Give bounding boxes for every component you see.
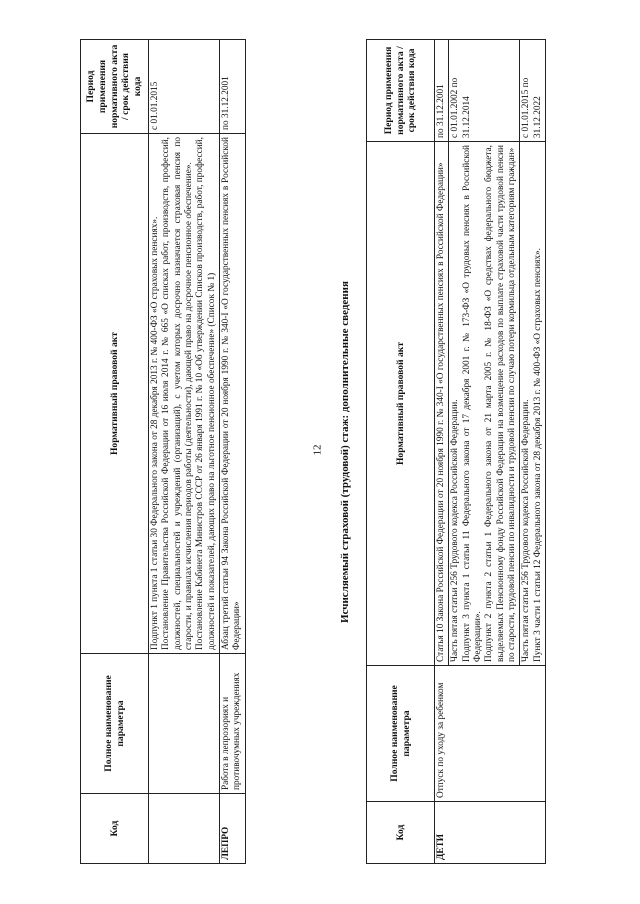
row-period: по 31.12.2001 — [219, 40, 245, 134]
row-period: с 01.01.2015 по 31.12.2022 — [520, 40, 546, 142]
table-row — [435, 40, 449, 864]
table-row — [149, 40, 220, 864]
header-period: Период применения нормативного акта / срок действия кода — [81, 40, 149, 134]
act-text: Подпункт 3 пункта 1 статьи 11 Федерального закона от 17 декабря 2001 г. № 173-ФЗ «О трудовых пенсиях в Российской Федерации». — [461, 145, 483, 662]
table-1-header — [81, 40, 149, 864]
act-text: Пункт 3 части 1 статьи 12 Федерального закона от 28 декабря 2013 г. № 400-ФЗ «О страховых пенсиях». — [532, 248, 543, 662]
row-acts — [435, 142, 449, 666]
header-period: Период применения нормативного акта / срок действия кода — [367, 40, 435, 142]
header-name: Полное наименование параметра — [81, 654, 149, 794]
section-title: Исчисляемый страховой (трудовой) стаж: дополнительные сведения — [339, 281, 351, 623]
table-row — [219, 40, 245, 864]
act-text: Часть пятая статьи 256 Трудового кодекса Российской Федерации. — [521, 399, 532, 662]
header-name: Полное наименование параметра — [367, 666, 435, 802]
row-code — [149, 794, 220, 864]
row-code: ДЕТИ — [435, 802, 546, 864]
act-text: Статья 10 Закона Российской Федерации от 20 ноября 1990 г. № 340-I «О государственных пенсиях в Российской Федерации» — [436, 162, 446, 662]
act-text: Подпункт 1 пункта 1 статьи 30 Федерального закона от 28 декабря 2013 г. № 400-ФЗ «О страховых пенсиях». — [150, 216, 160, 650]
header-act: Нормативный правовой акт — [367, 142, 435, 666]
table-1 — [80, 39, 246, 864]
header-act: Нормативный правовой акт — [81, 134, 149, 654]
row-acts — [149, 134, 220, 654]
row-code: ЛЕПРО — [219, 794, 245, 864]
header-code: Код — [81, 794, 149, 864]
row-period: по 31.12.2001 — [435, 40, 449, 142]
row-name — [149, 654, 220, 794]
row-period: с 01.01.2002 по 31.12.2014 — [449, 40, 520, 142]
row-acts — [520, 142, 546, 666]
act-text: Часть пятая статьи 256 Трудового кодекса Российской Федерации. — [450, 399, 461, 662]
row-name: Отпуск по уходу за ребенком — [435, 666, 546, 802]
act-text: Постановление Кабинета Министров СССР от 26 января 1991 г. № 10 «Об утверждении Списков производств, работ, профессий, должностей и показателей, дающих право на льготное пенсионное обеспечение» (Список № 1) — [195, 137, 217, 650]
act-text: Постановление Правительства Российской Федерации от 16 июля 2014 г. № 665 «О списках работ, производств, профессий, должностей, специальностей и учреждений (организаций), с учетом которых досрочно назначается страховая пенсия по старости, и правилах исчисления периодов работы (деятельности), дающей право на досрочное пенсионное обеспечение». — [161, 137, 194, 650]
row-period: с 01.01.2015 — [149, 40, 220, 134]
act-text: Подпункт 2 пункта 2 статьи 1 Федерального закона от 21 марта 2005 г. № 18-ФЗ «О средствах федерального бюджета, выделяемых Пенсионному фонду Российской Федерации на возмещение расходов по выплате страховой части трудовой пенсии по старости, трудовой пенсии по инвалидности и трудовой пенсии по случаю потери кормильца отдельным категориям граждан» — [484, 145, 517, 662]
row-acts — [449, 142, 520, 666]
act-text: Абзац третий статьи 94 Закона Российской Федерации от 20 ноября 1990 г. № 340-I «О государственных пенсиях в Российской Федерации» — [220, 137, 243, 650]
row-acts — [219, 134, 245, 654]
rotated-page-content — [80, 40, 640, 864]
header-code: Код — [367, 802, 435, 864]
table-2-header — [367, 40, 435, 864]
table-2 — [366, 39, 546, 864]
row-name: Работа в лепрозориях и противочумных учреждениях — [219, 654, 245, 794]
page-number: 12 — [311, 444, 324, 456]
landscape-frame — [80, 40, 640, 864]
